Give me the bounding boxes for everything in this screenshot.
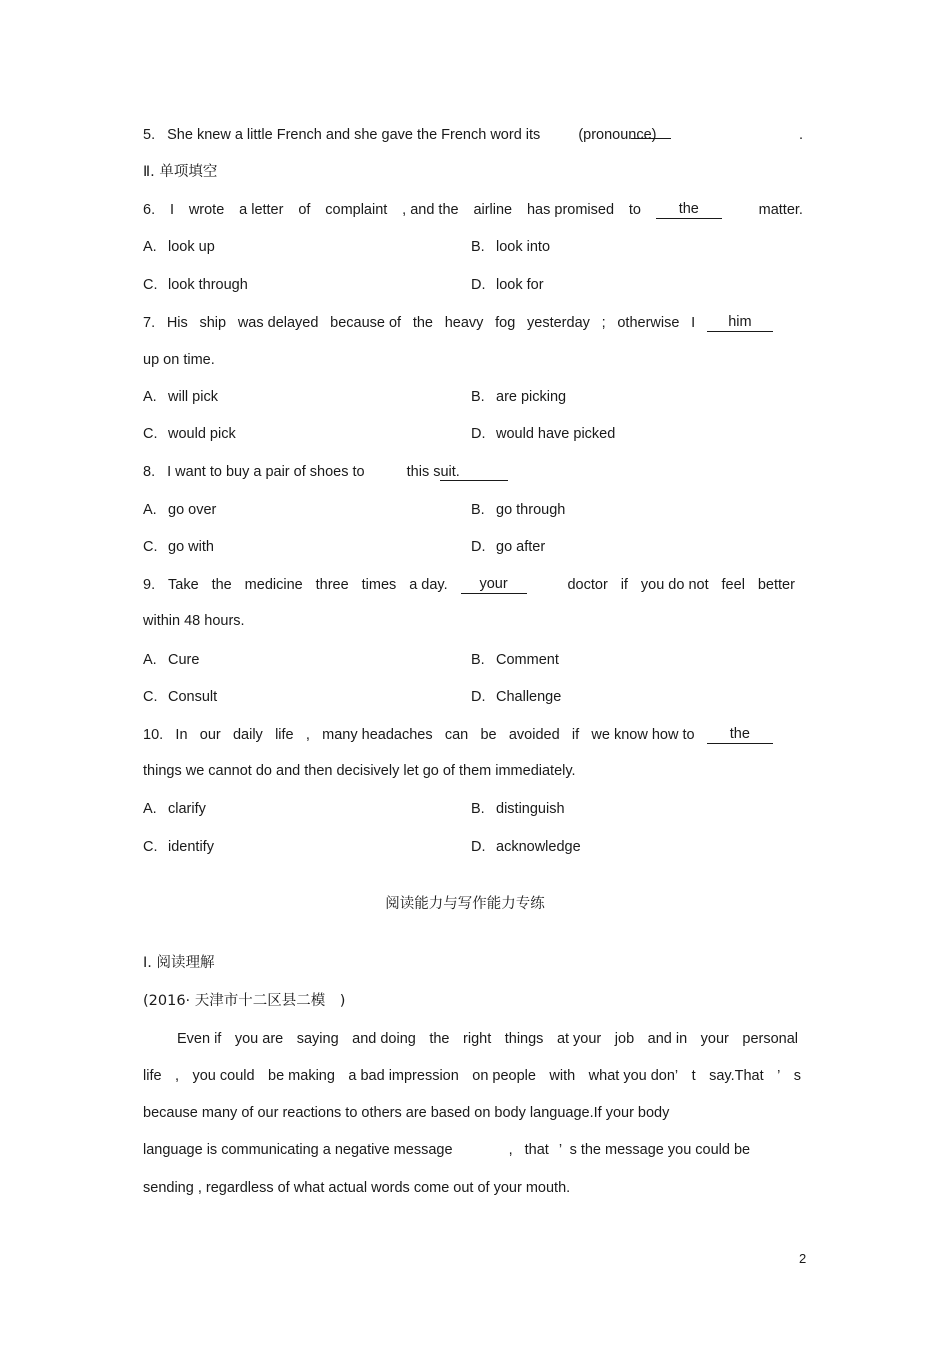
word: what you don’ <box>588 1068 679 1084</box>
word: with <box>549 1068 576 1084</box>
question-number: 6. <box>143 202 156 218</box>
option-b <box>471 651 559 669</box>
option-text: go over <box>168 502 217 518</box>
question-6 <box>143 201 803 219</box>
option-text: go through <box>496 502 566 518</box>
passage-line <box>177 1030 798 1048</box>
option-letter: B. <box>471 801 485 817</box>
passage-line: sending , regardless of what actual words come out of your mouth. <box>143 1180 571 1196</box>
word: s <box>793 1068 801 1084</box>
word: fog <box>495 315 516 331</box>
word: complaint <box>325 202 388 218</box>
word: t <box>691 1068 696 1084</box>
page-number: 2 <box>799 1251 807 1266</box>
option-text: would have picked <box>496 426 616 442</box>
option-letter: D. <box>471 539 486 555</box>
word: a letter <box>239 202 284 218</box>
word: right <box>463 1031 492 1047</box>
word: airline <box>473 202 513 218</box>
option-letter: D. <box>471 689 486 705</box>
option-letter: A. <box>143 652 157 668</box>
word: I <box>169 202 174 218</box>
option-d <box>471 276 544 294</box>
option-b <box>471 388 566 406</box>
option-a <box>143 651 199 669</box>
word: medicine <box>244 577 303 593</box>
question-text: She knew a little French and she gave the French word its <box>167 127 541 143</box>
word: daily <box>232 727 263 743</box>
option-text: look for <box>496 277 544 293</box>
word: yesterday <box>527 315 590 331</box>
option-letter: C. <box>143 839 158 855</box>
question-10-continued: things we cannot do and then decisively let go of them immediately. <box>143 763 576 779</box>
text-segment: , <box>508 1142 513 1158</box>
word: the <box>412 315 433 331</box>
word: ; <box>601 315 606 331</box>
word: Even if <box>177 1031 222 1047</box>
word: Take <box>168 577 199 593</box>
passage-line <box>143 1141 803 1159</box>
word: life <box>275 727 294 743</box>
word: and doing <box>352 1031 416 1047</box>
option-letter: A. <box>143 239 157 255</box>
option-c <box>143 276 248 294</box>
word: be <box>480 727 497 743</box>
word: to <box>628 202 641 218</box>
section-heading-reading: Ⅰ. 阅读理解 <box>143 955 215 971</box>
word: things <box>504 1031 544 1047</box>
option-text: Comment <box>496 652 559 668</box>
option-d <box>471 688 561 706</box>
option-letter: A. <box>143 502 157 518</box>
option-b <box>471 238 550 256</box>
word: saying <box>296 1031 339 1047</box>
word: you are <box>234 1031 284 1047</box>
word: was delayed <box>237 315 319 331</box>
option-text: go after <box>496 539 546 555</box>
option-text: Consult <box>168 689 218 705</box>
answer-blank: the <box>656 201 722 219</box>
option-c <box>143 688 217 706</box>
word: times <box>361 577 397 593</box>
word: if <box>571 727 580 743</box>
option-letter: C. <box>143 539 158 555</box>
option-text: will pick <box>168 389 218 405</box>
word: say.That <box>709 1068 764 1084</box>
word: heavy <box>444 315 484 331</box>
question-10 <box>143 726 773 744</box>
option-letter: A. <box>143 801 157 817</box>
word: if <box>620 577 628 593</box>
word: avoided <box>508 727 560 743</box>
word: three <box>315 577 349 593</box>
option-text: acknowledge <box>496 839 581 855</box>
word: better <box>757 577 795 593</box>
section-heading-multiple-choice: Ⅱ. 单项填空 <box>143 164 218 180</box>
question-9-continued: within 48 hours. <box>143 613 245 629</box>
answer-blank <box>631 138 671 139</box>
option-b <box>471 501 565 519</box>
word: doctor <box>567 577 608 593</box>
word: ’ <box>777 1068 781 1084</box>
word: feel <box>721 577 745 593</box>
option-c <box>143 838 214 856</box>
option-c <box>143 538 214 556</box>
word: of <box>298 202 311 218</box>
question-number: 7. <box>143 315 156 331</box>
option-a <box>143 800 206 818</box>
question-text-after: this s <box>406 464 441 480</box>
option-text: Cure <box>168 652 200 668</box>
word: otherwise <box>617 315 680 331</box>
option-text: are picking <box>496 389 567 405</box>
answer-blank: him <box>707 314 773 332</box>
word: His <box>166 315 188 331</box>
word: I <box>691 315 696 331</box>
option-text: look into <box>496 239 551 255</box>
word: personal <box>742 1031 798 1047</box>
word: your <box>700 1031 729 1047</box>
passage-line: because many of our reactions to others are based on body language.If your body <box>143 1105 670 1121</box>
option-letter: B. <box>471 239 485 255</box>
word: at your <box>556 1031 602 1047</box>
answer-blank: uit. <box>440 464 508 481</box>
option-letter: D. <box>471 277 486 293</box>
part-title: 阅读能力与写作能力专练 <box>385 896 545 912</box>
word: , and the <box>402 202 459 218</box>
option-a <box>143 238 215 256</box>
word: our <box>199 727 221 743</box>
option-letter: B. <box>471 652 485 668</box>
option-letter: C. <box>143 277 158 293</box>
option-letter: B. <box>471 502 485 518</box>
option-text: clarify <box>168 801 206 817</box>
word: we know how to <box>591 727 695 743</box>
option-c <box>143 425 236 443</box>
question-number: 10. <box>143 727 164 743</box>
question-9 <box>143 576 795 594</box>
question-number: 9. <box>143 577 156 593</box>
word: life <box>143 1068 162 1084</box>
word: because of <box>330 315 402 331</box>
word: In <box>175 727 188 743</box>
option-text: Challenge <box>496 689 562 705</box>
text-segment: that <box>524 1142 549 1158</box>
answer-blank: the <box>707 726 773 744</box>
option-text: identify <box>168 839 214 855</box>
answer-blank: your <box>461 576 527 594</box>
sentence-end: . <box>799 127 804 143</box>
option-a <box>143 501 216 519</box>
word: on people <box>472 1068 536 1084</box>
word: the <box>429 1031 450 1047</box>
word: be making <box>268 1068 335 1084</box>
word: can <box>444 727 469 743</box>
word: and in <box>647 1031 688 1047</box>
option-d <box>471 838 581 856</box>
word: many headaches <box>322 727 433 743</box>
option-letter: D. <box>471 426 486 442</box>
word: , <box>305 727 310 743</box>
word: matter. <box>758 202 803 218</box>
word: has promised <box>526 202 615 218</box>
option-letter: C. <box>143 689 158 705</box>
option-text: look through <box>168 277 248 293</box>
passage-source: (2016· 天津市十二区县二模 ) <box>143 993 346 1009</box>
word: , <box>175 1068 180 1084</box>
option-letter: C. <box>143 426 158 442</box>
option-letter: D. <box>471 839 486 855</box>
word: ship <box>199 315 227 331</box>
option-letter: B. <box>471 389 485 405</box>
option-b <box>471 800 565 818</box>
question-number: 8. <box>143 464 156 480</box>
text-segment: ’ <box>558 1142 562 1158</box>
question-8 <box>143 463 803 481</box>
text-segment: language is communicating a negative message <box>143 1142 453 1158</box>
option-d <box>471 425 615 443</box>
word: a bad impression <box>348 1068 459 1084</box>
option-a <box>143 388 218 406</box>
question-7 <box>143 314 773 332</box>
text-segment: s the message you could be <box>569 1142 751 1158</box>
question-number: 5. <box>143 127 156 143</box>
option-d <box>471 538 545 556</box>
question-7-continued: up on time. <box>143 352 215 368</box>
hint-word: (pronounce) <box>578 127 657 143</box>
option-letter: A. <box>143 389 157 405</box>
option-text: distinguish <box>496 801 565 817</box>
word: you do not <box>640 577 709 593</box>
word: the <box>211 577 232 593</box>
option-text: would pick <box>168 426 236 442</box>
option-text: go with <box>168 539 214 555</box>
option-text: look up <box>168 239 215 255</box>
question-5 <box>143 126 803 144</box>
word: a day. <box>409 577 448 593</box>
word: you could <box>192 1068 255 1084</box>
passage-line <box>143 1067 801 1085</box>
question-text: I want to buy a pair of shoes to <box>167 464 365 480</box>
word: job <box>614 1031 635 1047</box>
word: wrote <box>188 202 225 218</box>
